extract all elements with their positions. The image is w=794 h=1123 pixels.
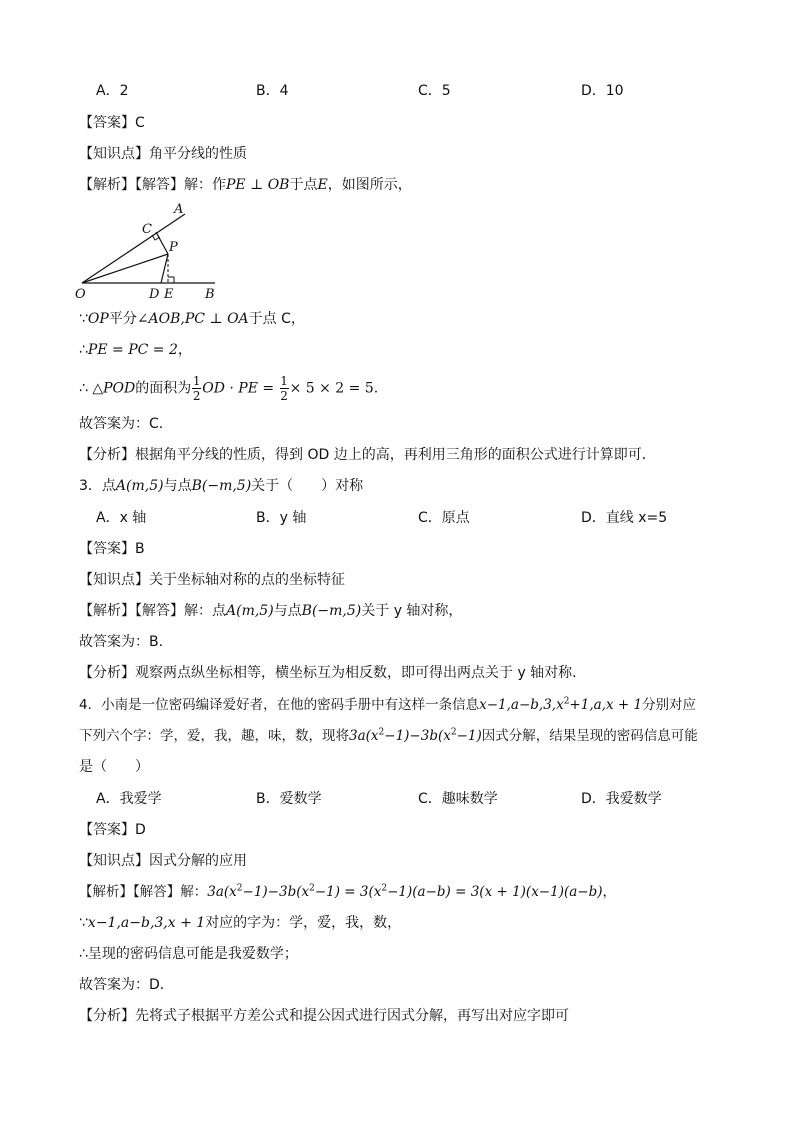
option-c: C．原点 <box>418 510 470 526</box>
conclusion-line: 故答案为：D． <box>79 977 174 993</box>
segment-pc <box>156 232 168 254</box>
fraction-half: $\frac{1}{2}$ <box>192 374 201 403</box>
answer-line: 【答案】C <box>79 115 145 131</box>
area-line: ∴ △POD的面积为 $\frac{1}{2}$ OD · PE = $\frac{1}{2}$ × 5 × 2 = 5. <box>79 374 379 403</box>
option-c: C．趣味数学 <box>418 791 498 807</box>
analysis-line: 【分析】先将式子根据平方差公式和提公因式进行因式分解，再写出对应字即可 <box>79 1008 569 1024</box>
reason-line: ∵OP平分∠AOB,PC ⊥ OA于点 C， <box>79 311 305 327</box>
right-angle-mark-e <box>168 277 174 283</box>
option-b: B．y 轴 <box>256 510 307 526</box>
option-d: D．10 <box>581 83 624 99</box>
question-4-stem-line-1: 4．小南是一位密码编译爱好者，在他的密码手册中有这样一条信息$x-1,a-b,3,x^2+1,a,x + 1$分别对应 <box>79 696 697 713</box>
segment-op <box>82 254 168 283</box>
segment-pd <box>161 254 168 283</box>
label-e: E <box>164 287 174 302</box>
solution-line: 【解析】【解答】解：作PE ⊥ OB于点E，如图所示， <box>79 177 412 193</box>
question-4-stem-line-3: 是（ ） <box>79 759 149 775</box>
label-a: A <box>174 202 184 217</box>
fraction-half: $\frac{1}{2}$ <box>280 374 288 403</box>
analysis-line: 【分析】根据角平分线的性质，得到 OD 边上的高，再利用三角形的面积公式进行计算即可． <box>79 447 656 463</box>
option-d: D．直线 x=5 <box>581 510 668 526</box>
option-b: B．爱数学 <box>256 791 322 807</box>
option-a: A．2 <box>96 83 129 99</box>
label-d: D <box>149 287 160 302</box>
reason-line: ∵x−1,a−b,3,x + 1对应的字为：学，爱，我，数， <box>79 915 402 931</box>
question-4-stem-line-2: 下列六个字：学，爱，我，趣，味，数，现将$3a(x^2-1)-3b(x^2-1)$因式分解，结果呈现的密码信息可能 <box>79 727 698 744</box>
knowledge-point-line: 【知识点】关于坐标轴对称的点的坐标特征 <box>79 572 345 588</box>
angle-bisector-figure <box>72 200 232 304</box>
result-line: ∴呈现的密码信息可能是我爱数学； <box>79 946 298 962</box>
answer-value: C <box>135 115 145 131</box>
solution-line: 【解析】【解答】解：$3a(x^2-1)-3b(x^2-1) = 3(x^2-1)(a-b) = 3(x + 1)(x-1)(a-b)$， <box>79 883 617 900</box>
label-c: C <box>142 222 152 237</box>
answer-line: 【答案】D <box>79 822 146 838</box>
label-o: O <box>75 287 86 302</box>
option-a: A．x 轴 <box>96 510 147 526</box>
option-c: C．5 <box>418 83 451 99</box>
label-b: B <box>205 287 215 302</box>
conclusion-line: 故答案为：C. <box>79 416 164 432</box>
answer-value: B <box>135 541 145 557</box>
option-a: A．我爱学 <box>96 791 162 807</box>
option-b: B．4 <box>256 83 289 99</box>
label-p: P <box>169 240 178 255</box>
answer-value: D <box>135 822 146 838</box>
conclusion-line: 故答案为：B. <box>79 634 164 650</box>
option-d: D．我爱数学 <box>581 791 662 807</box>
equality-line: ∴PE = PC = 2， <box>79 342 192 358</box>
question-3-stem: 3．点A(m,5)与点B(−m,5)关于（ ）对称 <box>79 478 364 494</box>
knowledge-point-line: 【知识点】因式分解的应用 <box>79 853 247 869</box>
solution-line: 【解析】【解答】解：点A(m,5)与点B(−m,5)关于 y 轴对称， <box>79 603 463 619</box>
analysis-line: 【分析】观察两点纵坐标相等，横坐标互为相反数，即可得出两点关于 y 轴对称． <box>79 665 587 681</box>
knowledge-point-line: 【知识点】角平分线的性质 <box>79 146 247 162</box>
answer-line: 【答案】B <box>79 541 145 557</box>
